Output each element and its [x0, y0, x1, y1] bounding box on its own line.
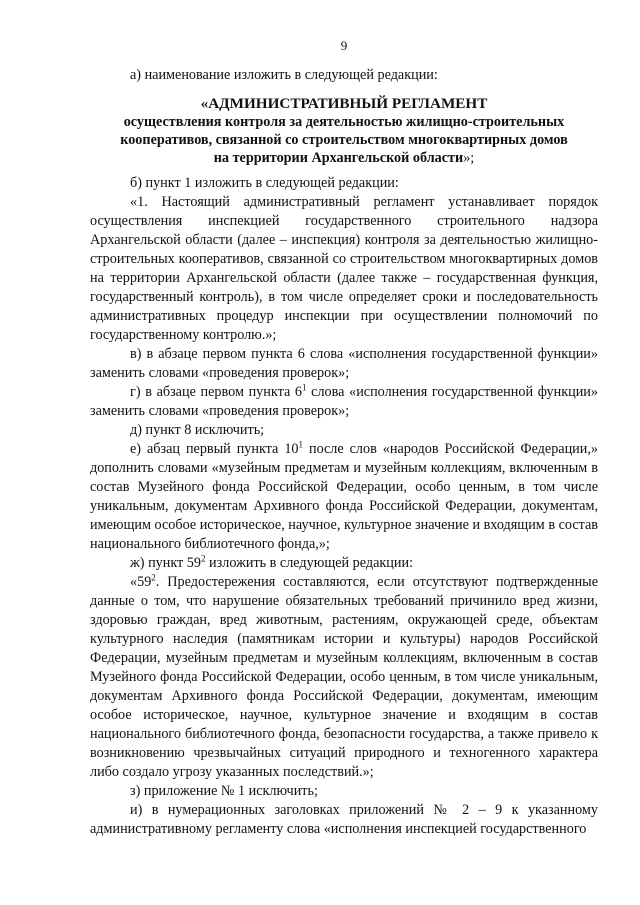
paragraph-zh-text-end: . Предостережения составляются, если отсутствуют подтвержденные данные о том, что нарушение обязательных требований причинило вред жизни, здоровью граждан, вред животным, растениям, окружающей среде, объектам культурного наследия (памятникам истории и культуры) народов Российской Федерации, музейным предметам и музейным коллекциям, включенным в состав Музейного фонда Российской Федерации, особо ценным, в том числе уникальным, документам Архивного фонда Российской Федерации, документам, имеющим особое историческое, научное, культурное значение и входящим в состав национального библиотечного фонда, безопасности государства, а также привело к возникновению чрезвычайных ситуаций природного и техногенного характера либо создало угрозу указанных последствий.»; [90, 574, 598, 780]
document-body [90, 174, 598, 839]
intro-line: а) наименование изложить в следующей редакции: [130, 67, 438, 83]
paragraph-g-start: г) в абзаце первом пункта 6 [130, 384, 302, 400]
paragraph-g [90, 383, 598, 421]
paragraph-zh-start: ж) пункт 59 [130, 555, 201, 571]
paragraph-zh-end: изложить в следующей редакции: [205, 555, 414, 571]
paragraph-zh-superscript: 2 [201, 553, 206, 564]
title-line-3: кооперативов, связанной со строительством многоквартирных домов [120, 132, 568, 148]
paragraph-zh-text-superscript: 2 [151, 572, 156, 583]
title-line-1: «АДМИНИСТРАТИВНЫЙ РЕГЛАМЕНТ [200, 95, 488, 112]
paragraph-zh [90, 554, 598, 573]
page-number: 9 [340, 38, 348, 53]
paragraph-i: и) в нумерационных заголовках приложений № 2 – 9 к указанному административному регламенту слова «исполнения инспекцией государственного [90, 802, 598, 837]
paragraph-d: д) пункт 8 исключить; [130, 422, 265, 438]
paragraph-e [90, 440, 598, 554]
paragraph-zh-text-start: «59 [130, 574, 152, 590]
paragraph-e-superscript: 1 [298, 439, 304, 450]
paragraph-e-end: после слов «народов Российской Федерации,» дополнить словами «музейным предметам и музейным коллекциям, включенным в состав Музейного фонда Российской Федерации, особо ценным, в том числе уникальным, документам Архивного фонда Российской Федерации, документам, имеющим особое историческое, научное, культурное значение и входящим в состав национального библиотечного фонда,»; [90, 441, 599, 552]
title-line-4 [90, 149, 598, 167]
title-line-4-text: на территории Архангельской области [213, 150, 464, 166]
paragraph-b-text: «1. Настоящий административный регламент устанавливает порядок осуществления инспекцией государственного строительного надзора Архангельской области (далее – инспекция) контроля за деятельностью жилищно-строительных кооперативов, связанной со строительством многоквартирных домов на территории Архангельской области (далее также – государственная функция, государственный контроль), в том числе определяет сроки и последовательность административных процедур инспекции при осуществлении полномочий по государственному контролю.»; [90, 194, 598, 343]
paragraph-b: б) пункт 1 изложить в следующей редакции: [130, 175, 399, 191]
regulation-title [90, 95, 598, 167]
paragraph-e-start: е) абзац первый пункта 10 [130, 441, 299, 457]
paragraph-g-end: слова «исполнения государственной функции» заменить словами «проведения проверок»; [90, 384, 598, 419]
paragraph-z: з) приложение № 1 исключить; [130, 783, 318, 799]
title-line-4-suffix: »; [463, 150, 475, 166]
paragraph-zh-text [90, 573, 598, 782]
paragraph-v: в) в абзаце первом пункта 6 слова «исполнения государственной функции» заменить словами «проведения проверок»; [90, 346, 598, 381]
paragraph-g-superscript: 1 [302, 382, 307, 393]
title-line-2: осуществления контроля за деятельностью жилищно-строительных [123, 114, 565, 130]
